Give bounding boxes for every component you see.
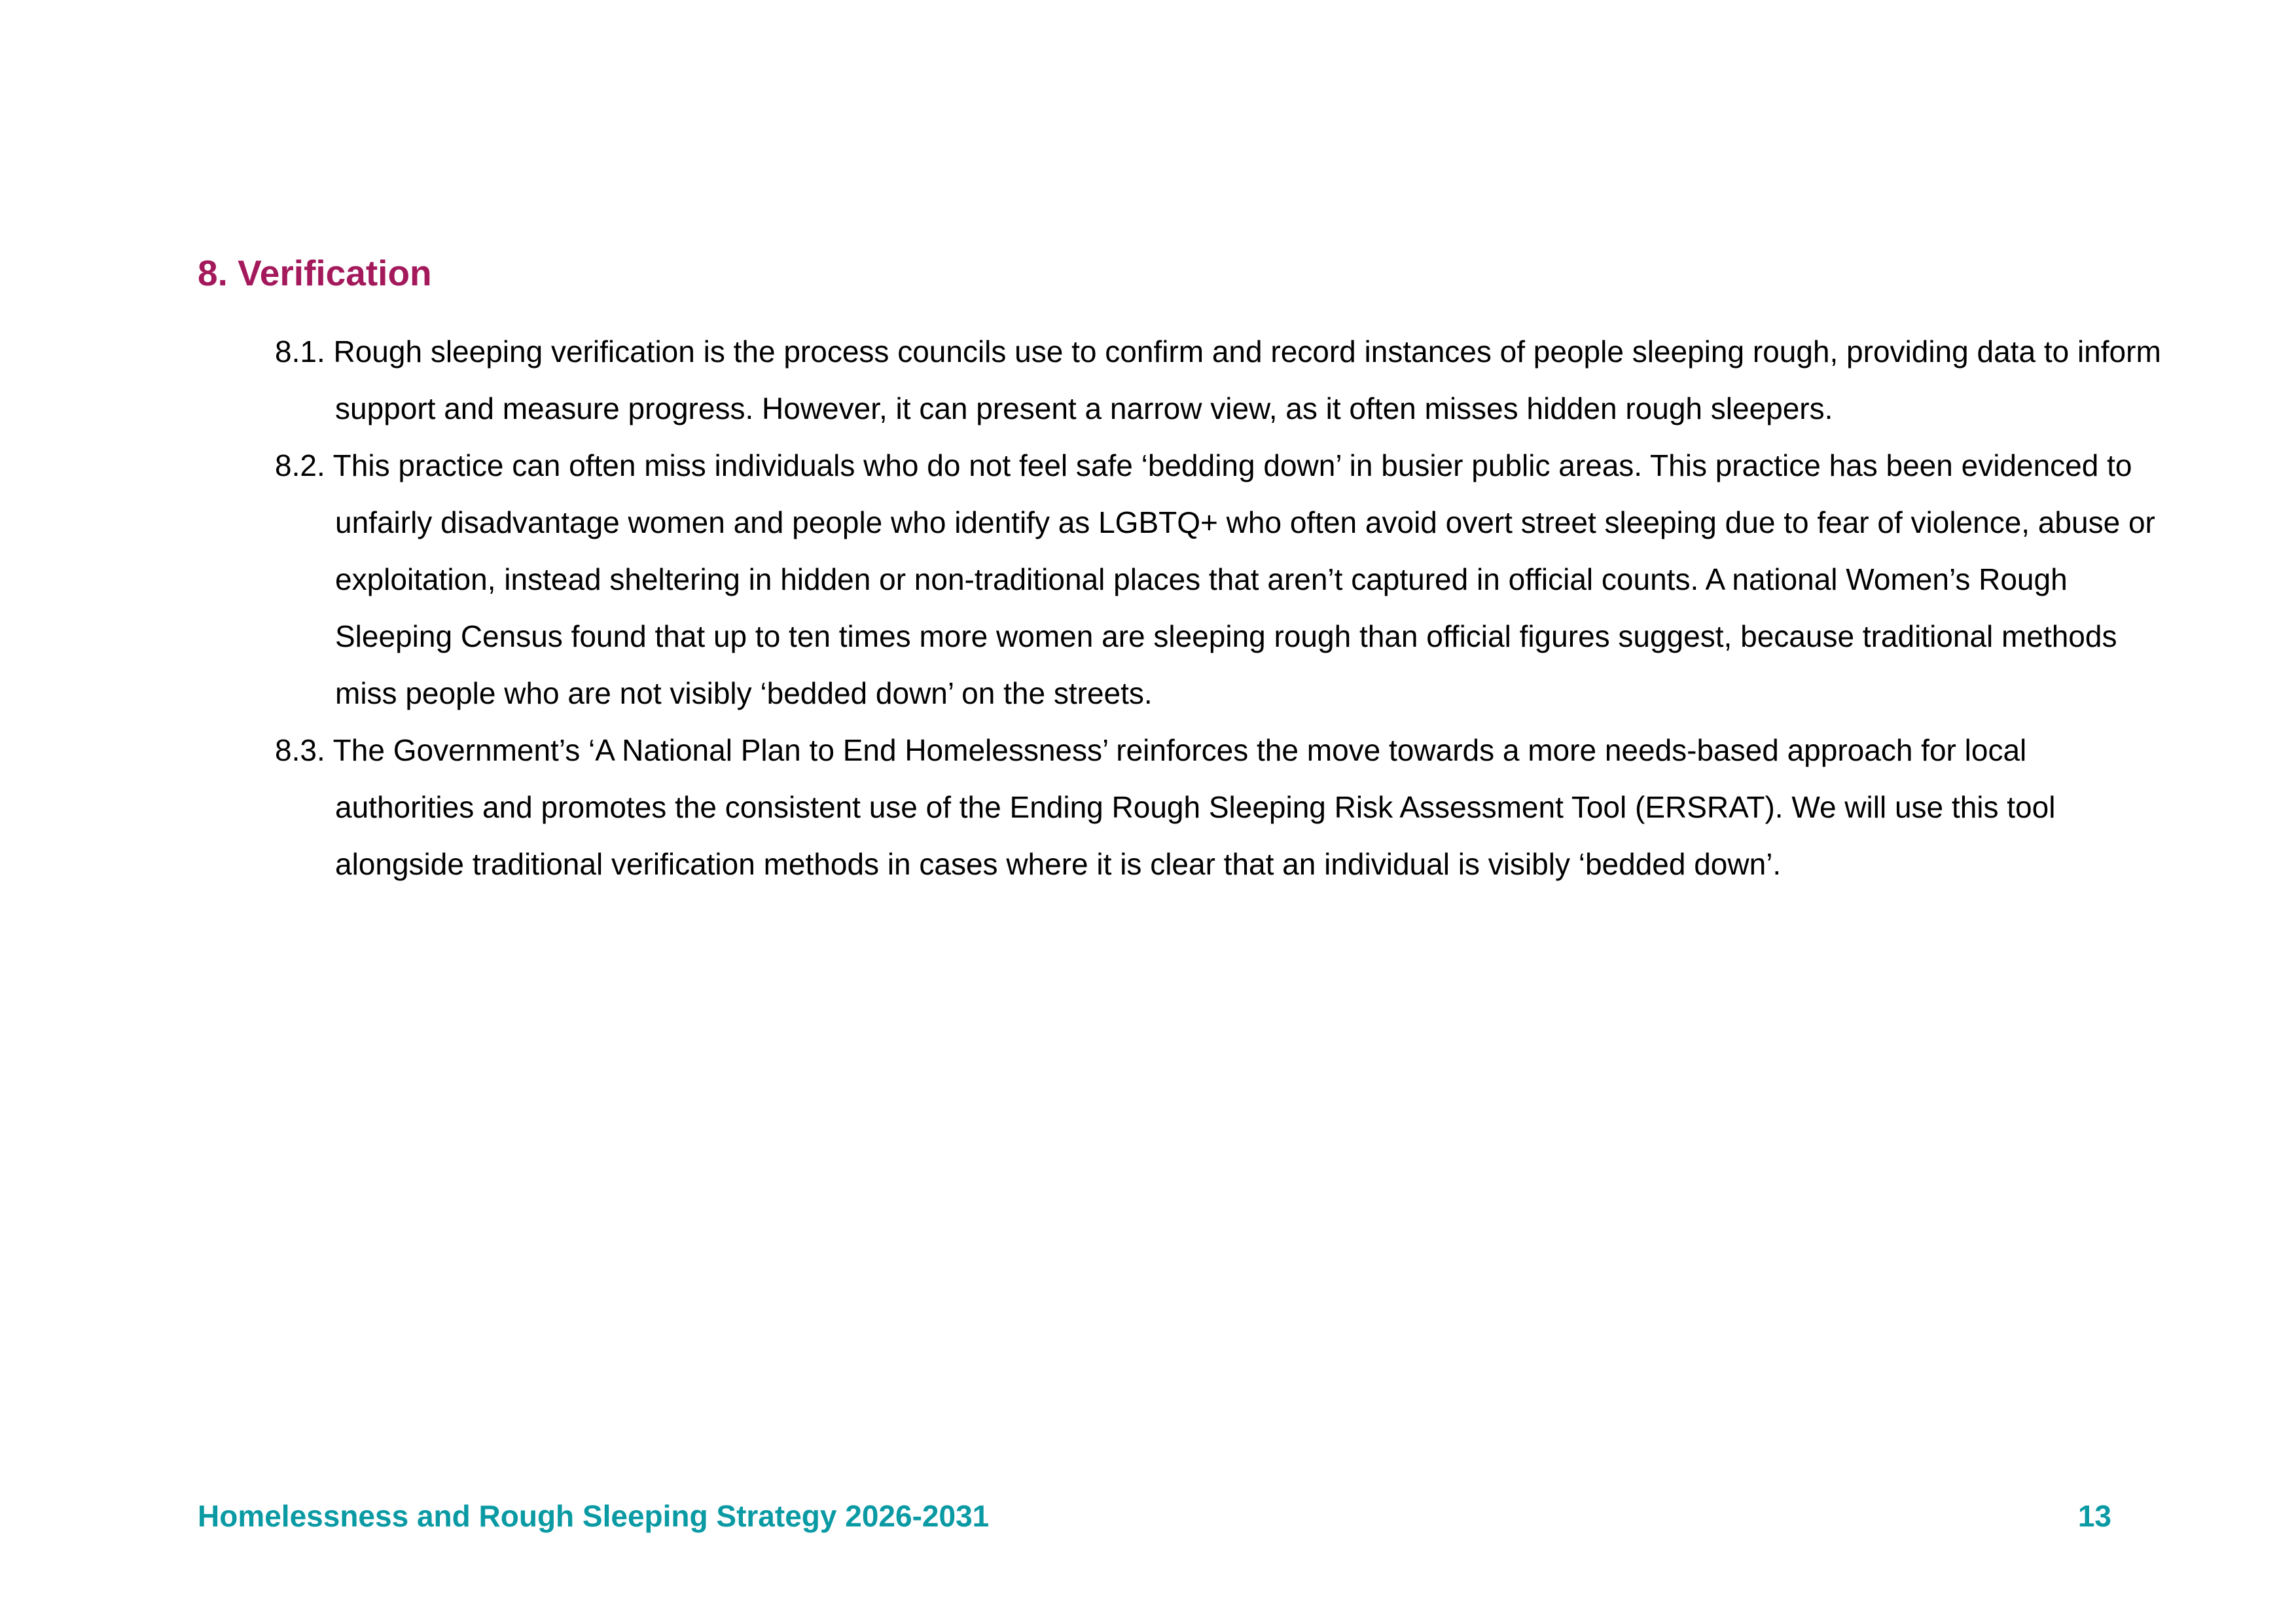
paragraph-8-2: 8.2. This practice can often miss individuals who do not feel safe ‘bedding down’ in busier public areas. This practice has been evidenced to unfairly disadvantage women and people who identify as LGBTQ+ who often avoid overt street sleeping due to fear of violence, abuse or exploitation, instead sheltering in hidden or non-traditional places that aren’t captured in official counts. A national Women’s Rough Sleeping Census found that up to ten times more women are sleeping rough than official figures suggest, because traditional methods miss people who are not visibly ‘bedded down’ on the streets. [275,448,2155,710]
paragraph-8-3: 8.3. The Government’s ‘A National Plan to End Homelessness’ reinforces the move towards a more needs-based approach for local authorities and promotes the consistent use of the Ending Rough Sleeping Risk Assessment Tool (ERSRAT). We will use this tool alongside traditional verification methods in cases where it is clear that an individual is visibly ‘bedded down’. [275,733,2056,881]
footer-page-number: 13 [2077,1499,2111,1533]
footer-document-title: Homelessness and Rough Sleeping Strategy 2026-2031 [198,1499,990,1533]
paragraph-8-1: 8.1. Rough sleeping verification is the process councils use to confirm and record instances of people sleeping rough, providing data to inform support and measure progress. However, it can present a narrow view, as it often misses hidden rough sleepers. [275,334,2161,425]
section-heading: 8. Verification [198,253,432,293]
paragraph-list [275,323,2173,893]
